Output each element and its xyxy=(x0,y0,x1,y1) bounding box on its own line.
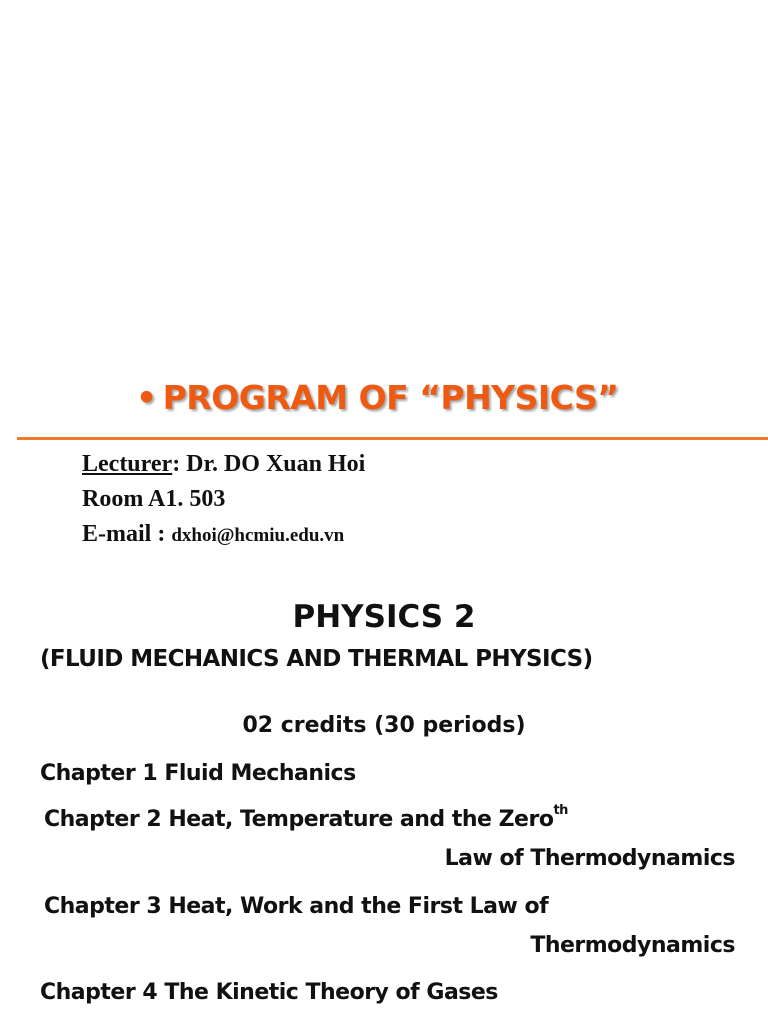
room-text: Room A1. 503 xyxy=(82,486,226,512)
lecturer-name: : Dr. DO Xuan Hoi xyxy=(172,451,366,477)
chapter-2-title: Chapter 2 Heat, Temperature and the Zero xyxy=(44,807,554,832)
chapter-3-title: Chapter 3 Heat, Work and the First Law of xyxy=(44,894,549,919)
bullet-icon: • xyxy=(136,378,157,417)
chapter-4 xyxy=(40,980,498,1005)
course-subtitle: (FLUID MECHANICS AND THERMAL PHYSICS) xyxy=(40,646,593,672)
email-label: E-mail : xyxy=(82,521,172,547)
chapter-2 xyxy=(44,803,568,832)
chapter-1-title: Chapter 1 Fluid Mechanics xyxy=(40,761,356,786)
lecturer-line xyxy=(82,452,365,476)
chapter-2-continued xyxy=(445,846,735,871)
email-line xyxy=(82,522,344,546)
lecturer-label: Lecturer xyxy=(82,451,173,477)
chapter-1 xyxy=(40,761,356,786)
chapter-3-title-line2: Thermodynamics xyxy=(530,933,735,958)
chapter-3 xyxy=(44,894,548,919)
slide-title xyxy=(136,378,618,417)
title-divider xyxy=(17,437,768,440)
course-title: PHYSICS 2 xyxy=(292,599,476,635)
room-line xyxy=(82,487,225,511)
chapter-4-title: Chapter 4 The Kinetic Theory of Gases xyxy=(40,980,498,1005)
chapter-2-title-line2: Law of Thermodynamics xyxy=(444,846,735,871)
slide-title-text: PROGRAM OF “PHYSICS” xyxy=(162,378,619,417)
course-credits: 02 credits (30 periods) xyxy=(242,713,526,738)
chapter-3-continued xyxy=(530,933,735,958)
email-address: dxhoi@hcmiu.edu.vn xyxy=(171,525,345,546)
chapter-2-superscript: th xyxy=(553,803,568,818)
